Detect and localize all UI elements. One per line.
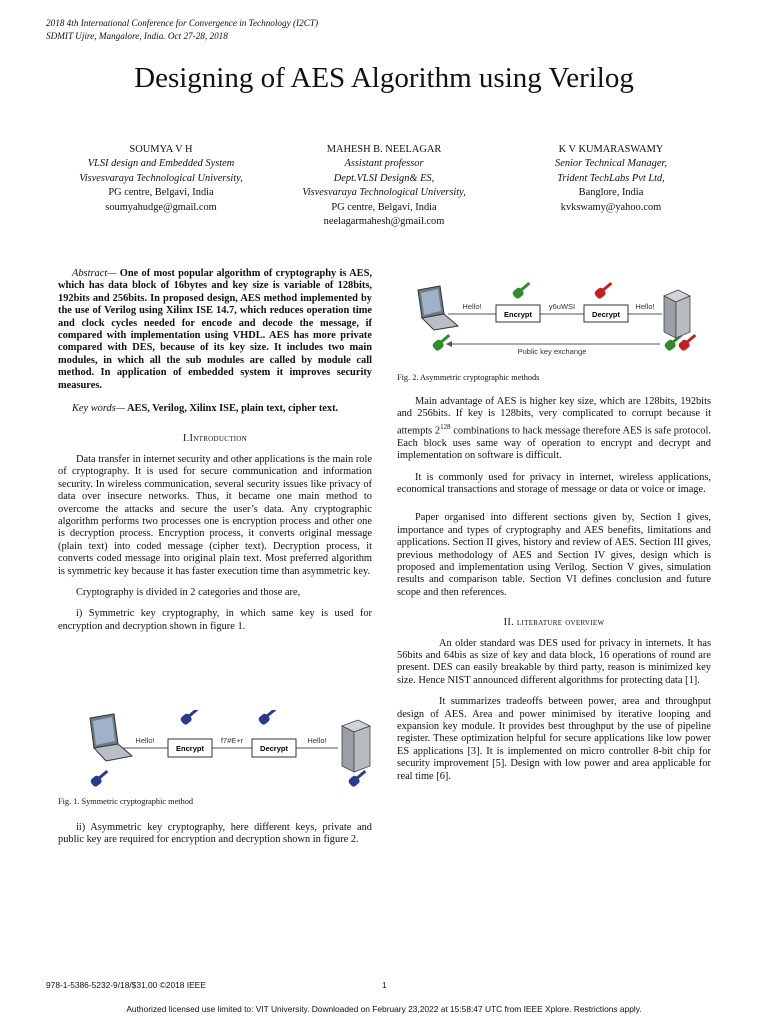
figure-1-caption: Fig. 1. Symmetric cryptographic method	[58, 797, 194, 806]
encrypt-label: Encrypt	[504, 310, 532, 319]
message-label: Hello!	[307, 736, 327, 745]
paragraph: An older standard was DES used for privacy in internets. It has 56bits and 64bis as size of key and data block, 16 operations of round are present. DES can easily breakable by third party, reason is minimized key size. Hence NIST announced different algorithms for protecting data [1].	[397, 637, 711, 686]
author-affiliation: Dept.VLSI Design& ES,	[333, 172, 435, 184]
server-icon	[342, 720, 370, 772]
keywords-text: AES, Verilog, Xilinx ISE, plain text, cipher text.	[125, 403, 339, 415]
paragraph-text: Main advantage of AES is higher key size, which are 128bits, 192bits and 256bits. If key is 128bits, very complicated to corrupt because it attempts 2	[397, 396, 711, 437]
key-icon	[257, 710, 278, 726]
author-affiliation: Assistant professor	[344, 158, 424, 170]
right-column	[397, 396, 711, 792]
author-location: Banglore, India	[578, 187, 644, 199]
paragraph-text: combinations to hack message therefore AES is safe protocol. Each block uses same way of operation to encrypt and decrypt and implementation on software is difficult.	[397, 425, 711, 462]
paragraph: ii) Asymmetric key cryptography, here different keys, private and public key are required for encryption and decryption shown in figure 2.	[58, 822, 372, 846]
author-affiliation: Visvesvaraya Technological University,	[79, 172, 243, 184]
author-affiliation: VLSI design and Embedded System	[87, 158, 235, 170]
server-icon	[664, 290, 690, 338]
superscript: 128	[440, 422, 451, 431]
paragraph	[397, 396, 711, 463]
abstract	[58, 268, 372, 392]
figure-2-caption: Fig. 2. Asymmetric cryptographic methods	[397, 373, 540, 382]
message-label: Hello!	[635, 302, 655, 311]
paper-title: Designing of AES Algorithm using Verilog	[134, 62, 634, 94]
keywords-label: Key words—	[72, 403, 126, 415]
decrypt-label: Decrypt	[592, 310, 620, 319]
key-exchange-label: Public key exchange	[517, 347, 587, 356]
paragraph: Paper organised into different sections given by, Section I gives, importance and types of cryptography and AES benefits, limitations and applications. Section II gives, history and review of AES. Section III gives, previous methodology of AES and Section IV gives, design which is proposed and implementation using Verilog. Section V gives, simulation results and comparison table. Section VI defines conclusion and future scope and then references.	[397, 512, 711, 598]
page-number: 1	[382, 980, 387, 990]
author-2	[266, 143, 502, 229]
author-affiliation: Senior Technical Manager,	[555, 158, 667, 170]
author-email: kvkswamy@yahoo.com	[560, 201, 662, 213]
green-key-icon	[431, 332, 452, 352]
author-3	[496, 143, 726, 215]
message-label: Hello!	[462, 302, 482, 311]
section-heading: I.Introduction	[182, 433, 248, 445]
figure-2-diagram	[412, 282, 706, 362]
paragraph: It is commonly used for privacy in internet, wireless applications, economical transactions and storage of message or data or voice or image.	[397, 471, 711, 495]
keywords	[58, 403, 372, 415]
conference-header	[46, 17, 318, 43]
key-icon	[179, 710, 200, 726]
paragraph: It summarizes tradeoffs between power, area and throughput design of AES. Area and power minimised by iterative looping and expansion key module. It provides best throughput by the use of pipeline register. These optimization helpful for secure applications like low power ES applications [3]. It is implemented on micro controller 8-bit chip for security improvement [5]. Design with low power and area applicable for real time [6].	[397, 696, 711, 782]
author-email: soumyahudge@gmail.com	[105, 201, 217, 213]
abstract-text: One of most popular algorithm of cryptography is AES, which has data block of 16bytes and key size is variable of 128bits, 192bits and 256bits. In proposed design, AES method implemented by the use of Verilog using Xilinx ISE 14.7, which reduces operation time and clock cycles needed for encode and decode the message, if compared with implementation using VHDL. AES has more private compared with DES, because of its key size. It includes two main modules, in which all the sub modules are called by module call method. In application of embedded system it improves security measures.	[58, 268, 372, 391]
author-name: SOUMYA V H	[129, 144, 193, 155]
cipher-label: f7#E+r	[220, 736, 244, 745]
paragraph: i) Symmetric key cryptography, in which same key is used for encryption and decryption shown in figure 1.	[58, 608, 372, 632]
left-column	[58, 268, 372, 642]
author-affiliation: Visvesvaraya Technological University,	[302, 187, 466, 199]
decrypt-label: Decrypt	[260, 744, 288, 753]
conference-line-2: SDMIT Ujire, Mangalore, India. Oct 27-28, 2018	[46, 31, 228, 41]
author-name: K V KUMARASWAMY	[558, 144, 664, 155]
conference-line-1: 2018 4th International Conference for Convergence in Technology (I2CT)	[46, 18, 319, 28]
paragraph: Cryptography is divided in 2 categories and those are,	[76, 586, 301, 598]
laptop-icon	[418, 286, 458, 330]
left-column-continued	[58, 822, 372, 856]
abstract-label: Abstract—	[72, 268, 117, 279]
laptop-icon	[90, 714, 132, 761]
cipher-label: y6uWSI	[548, 302, 576, 311]
license-notice: Authorized licensed use limited to: VIT University. Downloaded on February 23,2022 at 15:58:47 UTC from IEEE Xplore. Restrictions apply.	[126, 1004, 642, 1014]
section-heading: II. literature overview	[503, 617, 605, 629]
author-1	[46, 143, 276, 215]
key-icon	[347, 768, 368, 788]
paragraph: Data transfer in internet security and other applications is the main role of cryptography. It is used for secure communication and information security. In wireless communication, several security issues like privacy of data over insecure networks. Thus, it became one main method to overcome the attacks and secure the user’s data. Any cryptographic algorithm performs two processes one is encryption process and other one is decryption process. Encryption process, it converts original message (plain text) into coded message (cipher text). Decryption process, it converts coded message into original plain text. Most preferred algorithm is symmetric key because it has faster execution time than asymmetric key.	[58, 453, 372, 577]
figure-1-diagram	[80, 710, 380, 792]
author-name: MAHESH B. NEELAGAR	[326, 144, 442, 155]
author-affiliation: Trident TechLabs Pvt Ltd,	[557, 172, 665, 184]
arrow-head	[446, 341, 452, 347]
green-key-icon	[511, 282, 532, 300]
red-key-icon	[593, 282, 614, 300]
encrypt-label: Encrypt	[176, 744, 204, 753]
author-location: PG centre, Belgavi, India	[108, 187, 214, 199]
footer-isbn: 978-1-5386-5232-9/18/$31.00 ©2018 IEEE	[46, 980, 206, 990]
author-email: neelagarmahesh@gmail.com	[323, 216, 445, 228]
author-location: PG centre, Belgavi, India	[331, 201, 437, 213]
message-label: Hello!	[135, 736, 155, 745]
key-icon	[89, 768, 110, 788]
